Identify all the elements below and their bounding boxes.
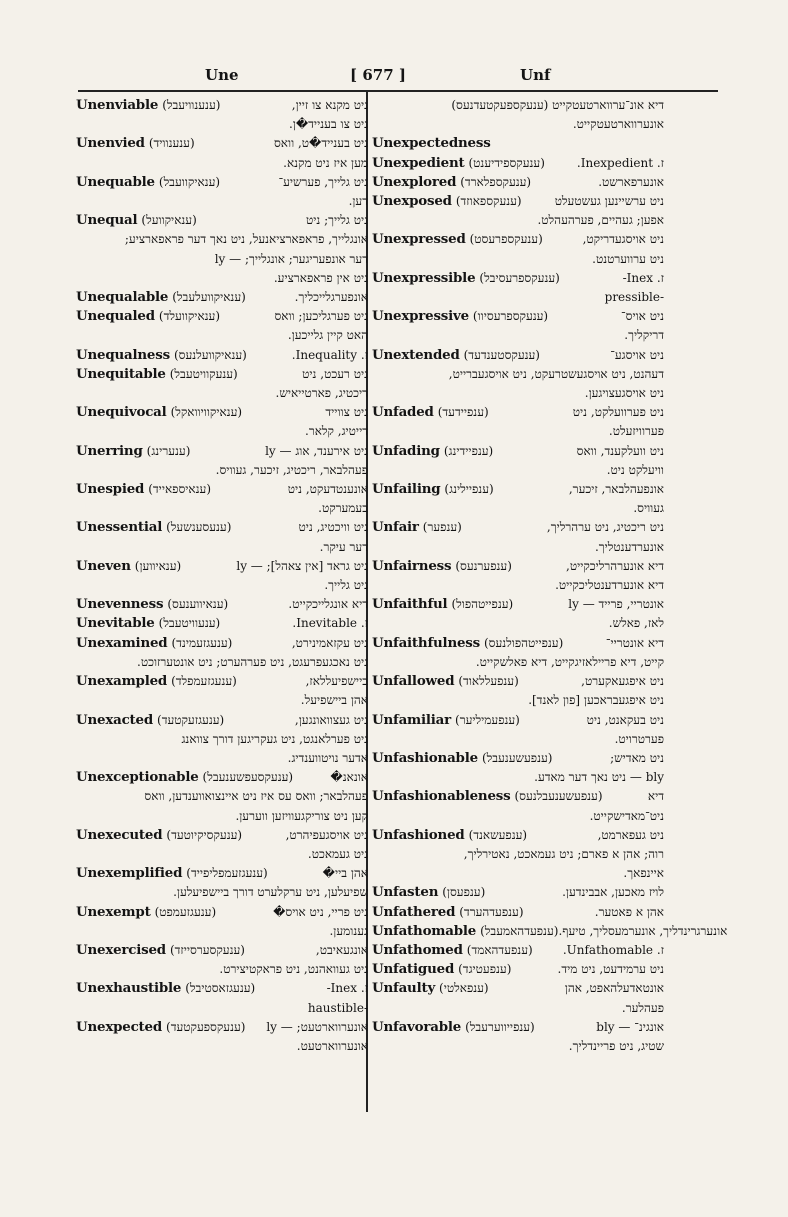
pronunciation: (ענפעטיגד) xyxy=(458,962,512,977)
dictionary-entry xyxy=(372,346,664,404)
definition-line: ניט ערשיינען געשטעלט xyxy=(554,194,664,209)
headword: Unexpressed xyxy=(372,231,466,248)
definition-line: פעהלבאר; וואס עס איז ניט איינצואווענדען, וואס xyxy=(144,789,368,804)
pronunciation: (ענאיקוועלנעס) xyxy=(173,347,247,362)
pronunciation: (ענאיקוועל) xyxy=(141,213,197,228)
pronunciation: (ענפייווערעבל) xyxy=(465,1019,535,1034)
headword: Unfavorable xyxy=(372,1018,462,1035)
dictionary-entry xyxy=(76,672,368,710)
dictionary-entry xyxy=(76,768,368,826)
headword: Unfashioned xyxy=(372,826,465,843)
definition-line: bly — ניט נאך דער מאדע. xyxy=(534,770,664,785)
definition-line: ניט ערמידעט, ניט מיד. xyxy=(557,962,664,977)
definition-line: דעהנט, ניט אויסגעשטרעקט, ניט אויסגעברייט, xyxy=(448,366,664,381)
definition-line: ניט געוואהנט, ניט פראקטיצירט. xyxy=(219,962,368,977)
definition-line: ריכטיג, פארטייאיש. xyxy=(275,386,368,401)
headword: Unequivocal xyxy=(76,404,167,421)
left-column xyxy=(76,96,368,1056)
definition-line: ניט אין פראפארציע. xyxy=(273,270,368,285)
headword: Unexplored xyxy=(372,173,457,190)
pronunciation: (ענפערנעס) xyxy=(455,558,512,573)
pronunciation: (ענעגזעמפליפייד) xyxy=(186,866,268,881)
definition-line: ניט גראד [אין צאהל]; — ly xyxy=(236,558,368,573)
headword: Unfasten xyxy=(372,884,439,901)
dictionary-entry xyxy=(76,442,368,480)
headword: Unequaled xyxy=(76,308,155,325)
definition-line: ניט צו בענייד�ן. xyxy=(288,117,368,132)
definition-line: ניט פערוועלקט, ניט xyxy=(572,405,664,420)
pronunciation: (ענאיקוועבל) xyxy=(158,174,221,189)
definition-line: ז. Unfathomable. xyxy=(562,942,664,957)
pronunciation: (ענעקספעקטעד) xyxy=(166,1019,246,1034)
headword: Unexamined xyxy=(76,634,168,651)
definition-line: ניט מאדיש; xyxy=(610,750,664,765)
pronunciation: (ענעקסטענדעד) xyxy=(463,347,540,362)
definition-line: דיא אונטריי־ xyxy=(605,635,664,650)
dictionary-entry xyxy=(372,634,664,672)
definition-line: פערטרויט. xyxy=(614,731,664,746)
definition-line: איינפאך. xyxy=(623,866,664,881)
dictionary-entry xyxy=(76,711,368,769)
headword: Unexampled xyxy=(76,673,168,690)
pronunciation: (ענפייטהפולנעס) xyxy=(483,635,564,650)
dictionary-entry xyxy=(76,346,368,365)
headword: Unenvied xyxy=(76,135,145,152)
definition-line: דען. xyxy=(348,194,368,209)
definition-line: דיא אונערדענטליכקייט. xyxy=(555,578,664,593)
pronunciation: (ענעקספלארד) xyxy=(460,174,532,189)
definition-line: ניט אויסגעדריקט, xyxy=(582,232,664,247)
headword: Unequitable xyxy=(76,365,166,382)
headword: Unequal xyxy=(76,212,138,229)
pronunciation: (ענעקספרעסט) xyxy=(469,232,543,247)
pronunciation: (ענפעדהאמעבל) xyxy=(480,923,559,938)
definition-line: האט קיין גלייכען. xyxy=(287,328,368,343)
definition-line: ניט ריכטיג, ניט ערהרליך, xyxy=(546,520,664,535)
dictionary-entry xyxy=(372,711,664,749)
headword: Unfaded xyxy=(372,404,434,421)
headword: Unerring xyxy=(76,442,143,459)
definition-line: ניט איפגעבראכען [פון לאנד]. xyxy=(528,693,664,708)
dictionary-entry xyxy=(372,941,664,960)
header-left-guideword: Une xyxy=(205,66,239,84)
definition-line: אונערווארטעטקייט. xyxy=(572,117,664,132)
headword: Unequalness xyxy=(76,346,170,363)
headword: Unenviable xyxy=(76,97,159,113)
definition-line: ז. Inexpedient. xyxy=(576,155,664,170)
pronunciation: (ענעקסערסייזד) xyxy=(169,942,245,957)
dictionary-entry xyxy=(372,518,664,556)
dictionary-entry xyxy=(372,883,664,902)
headword: Unevitable xyxy=(76,615,155,632)
definition-line: ניט אויסגע־ xyxy=(610,347,664,362)
definition-line: אונאנ� xyxy=(330,770,368,785)
definition-line: אונערגרינדליך, אונערמעסליך, טיעף. xyxy=(558,923,728,938)
dictionary-entry xyxy=(372,595,664,633)
dictionary-entry xyxy=(372,134,664,153)
dictionary-entry xyxy=(372,230,664,268)
dictionary-entry xyxy=(372,1018,664,1056)
pronunciation: (ענפער) xyxy=(422,520,462,535)
definition-line: -pressible xyxy=(604,290,664,305)
pronunciation: (ענאיווענעס) xyxy=(167,597,229,612)
definition-line: שפיעלען, ניט ערקלערט דורך ביישפיעלען. xyxy=(173,885,368,900)
headword: Unexacted xyxy=(76,711,154,728)
definition-line: ניט פריי, ניט אויס� xyxy=(273,904,368,919)
definition-line: אפען; געהיים, פערהעהלט. xyxy=(537,213,664,228)
headword: Unexpectedness xyxy=(372,135,491,152)
definition-line: ניט וועלקענד, וואס xyxy=(576,443,664,458)
pronunciation: (ענפעדהאמד) xyxy=(466,942,533,957)
definition-line: אונענטדעקט, ניט xyxy=(287,482,368,497)
definition-line: גענומען. xyxy=(329,923,368,938)
definition-line: געוויס. xyxy=(633,501,664,516)
definition-line: דער אונפעריגער; אונגלייך; — ly xyxy=(214,251,368,266)
definition-line: ניט נאכגעפרעגט, ניט פערהערט; ניט אונטערזוכט. xyxy=(137,654,368,669)
dictionary-entry xyxy=(372,96,664,134)
dictionary-entry xyxy=(372,960,664,979)
definition-line: פערוויזעלט. xyxy=(608,424,664,439)
headword: Unfaithfulness xyxy=(372,634,480,651)
dictionary-entry xyxy=(76,557,368,595)
headword: Unfashionable xyxy=(372,749,478,766)
pronunciation: (ענפעללאוד) xyxy=(458,674,519,689)
headword: Unfallowed xyxy=(372,673,455,690)
definition-line: לאז, פאלש. xyxy=(608,616,664,631)
pronunciation: (ענפעדהערד) xyxy=(459,904,524,919)
definition-line: ניט פערלאנגט, ניט געקריגען דורך צוואנג xyxy=(181,731,368,746)
header-rule xyxy=(78,90,718,92)
dictionary-entry xyxy=(372,403,664,441)
headword: Unexceptionable xyxy=(76,769,199,786)
headword: Unexpressive xyxy=(372,308,469,325)
headword: Unfathomable xyxy=(372,922,477,939)
headword: Unexecuted xyxy=(76,826,163,843)
definition-line: אונערדענטליך. xyxy=(594,539,664,554)
pronunciation: (ענפעשענעבל) xyxy=(481,750,553,765)
pronunciation: (ענפעשענעבלנעס) xyxy=(514,789,603,804)
pronunciation: (ענעסענשעל) xyxy=(166,520,232,535)
definition-line: ניט געפארמט, xyxy=(597,827,664,842)
dictionary-entry xyxy=(372,787,664,825)
headword: Unexpected xyxy=(76,1018,163,1035)
pronunciation: (ענאיספאייד) xyxy=(148,482,212,497)
pronunciation: (ענעקספרעסיוו) xyxy=(472,309,549,324)
pronunciation: (ענאיקוועלעבל) xyxy=(172,290,246,305)
definition-line: ניט פערגליכען; וואס xyxy=(274,309,368,324)
definition-line: דריקליך. xyxy=(624,328,664,343)
headword: Unexpressible xyxy=(372,269,476,286)
headword: Unevenness xyxy=(76,596,164,613)
pronunciation: (ענפעשאנד) xyxy=(468,827,528,842)
definition-line: ניט בענייד�ט, וואס xyxy=(273,136,368,151)
definition-line: רוה; אהן א פארם; ניט געמאכט, נאטירליך, xyxy=(463,846,664,861)
headword: Unexhaustible xyxy=(76,980,182,997)
definition-line: דיא xyxy=(647,789,664,804)
dictionary-entry xyxy=(76,173,368,211)
definition-line: אונגעאיבט, xyxy=(315,942,368,957)
definition-line: דער עיקר. xyxy=(319,539,368,554)
headword: Unfashionableness xyxy=(372,788,511,805)
definition-line: ניט גלייך; ניט xyxy=(305,213,368,228)
dictionary-entry xyxy=(372,922,728,941)
definition-line: שטיג, ניט פריינדליך. xyxy=(568,1038,664,1053)
pronunciation: (ענעוויטעבל) xyxy=(158,616,221,631)
definition-line: ניט גלייך. xyxy=(324,578,368,593)
pronunciation: (ענענוויעבל) xyxy=(162,98,221,112)
dictionary-entry xyxy=(76,903,368,941)
pronunciation: (ענערינג) xyxy=(146,443,191,458)
dictionary-entry xyxy=(372,826,664,884)
definition-line: דיא אונ־ערווארטעטקייט (ענעקספעקטעדנעס) xyxy=(451,98,664,112)
dictionary-entry xyxy=(76,634,368,672)
definition-line: אונטריי, פרייד — ly xyxy=(568,597,664,612)
dictionary-entry xyxy=(372,979,664,1017)
definition-line: דיא אונערהרליכקייט, xyxy=(566,558,664,573)
page-header xyxy=(80,66,715,88)
dictionary-entry xyxy=(76,595,368,614)
definition-line: וויעלקט ניט. xyxy=(606,462,664,477)
headword: Unequable xyxy=(76,173,155,190)
headword: Unespied xyxy=(76,481,145,498)
pronunciation: (ענפייטהפול) xyxy=(451,597,514,612)
definition-line: ביישפיעללאז, xyxy=(305,674,368,689)
definition-line: קען ניט צוריקגעוויזען ווערען. xyxy=(235,808,368,823)
pronunciation: (ענפעמיליער) xyxy=(455,712,520,727)
definition-line: אדער נויטווענדיג. xyxy=(287,750,368,765)
pronunciation: (ענעגזעמפלד) xyxy=(171,674,237,689)
pronunciation: (ענעגזעקטעד) xyxy=(157,712,225,727)
pronunciation: (ענפיילינג) xyxy=(444,482,494,497)
definition-line: אונגינ־ — bly xyxy=(596,1019,664,1034)
definition-line: ניט גלייך, פערשיע־ xyxy=(278,174,368,189)
dictionary-entry xyxy=(76,614,368,633)
headword: Unexempt xyxy=(76,903,151,920)
dictionary-entry xyxy=(372,154,664,173)
dictionary-entry xyxy=(76,288,368,307)
definition-line: ניט געמאכט. xyxy=(307,846,368,861)
headword: Unfading xyxy=(372,442,440,459)
dictionary-entry xyxy=(372,672,664,710)
headword: Uneven xyxy=(76,557,131,574)
headword: Unexemplified xyxy=(76,865,183,882)
definition-line: לויז מאכען, אבבינדען. xyxy=(562,885,664,900)
dictionary-entry xyxy=(372,903,664,922)
definition-line: ניט איפגעאקערט, xyxy=(581,674,664,689)
pronunciation: (ענעגזאסטיבל) xyxy=(185,981,256,996)
definition-line: אונטאדעלהאפט, אהן xyxy=(564,981,664,996)
definition-line: ניט געצוואונגען, xyxy=(294,712,368,727)
definition-line: ניט עקזאמינירט, xyxy=(291,635,368,650)
dictionary-entry xyxy=(76,480,368,518)
pronunciation: (ענפיידעד) xyxy=(437,405,489,420)
definition-line: ניט בעקאנט, ניט xyxy=(586,712,664,727)
definition-line: מען איז ניט מקנא. xyxy=(283,155,368,170)
dictionary-entry xyxy=(76,864,368,902)
headword: Unexercised xyxy=(76,941,166,958)
dictionary-entry xyxy=(76,96,368,134)
pronunciation: (ענפיידינג) xyxy=(443,443,494,458)
definition-line: אונפערגלייכליך. xyxy=(294,290,368,305)
definition-line: אונגלייך, פראפארציאנעל, ניט נאך דער פראפארציע; xyxy=(124,232,368,247)
definition-line: אהן ביי� xyxy=(322,866,368,881)
definition-line: ניט צווייד xyxy=(325,405,368,420)
definition-line: אונפעהלבאר, זיכער, xyxy=(568,482,664,497)
definition-line: ז. Inex- xyxy=(326,981,368,996)
dictionary-entry xyxy=(76,365,368,403)
pronunciation: (ענעקוויטעבל) xyxy=(169,366,238,381)
page-number: [ 677 ] xyxy=(350,66,406,84)
definition-line: פעהלבאר, ריכטיג, זיכער, געוויס. xyxy=(215,462,368,477)
dictionary-entry xyxy=(76,134,368,172)
dictionary-entry xyxy=(76,307,368,345)
pronunciation: (ענעגזעמפט) xyxy=(154,904,217,919)
definition-line: ז. Inevitable. xyxy=(292,616,368,631)
dictionary-entry xyxy=(76,941,368,979)
pronunciation: (ענאיקוועלד) xyxy=(158,309,221,324)
pronunciation: (ענענוויד) xyxy=(148,136,195,151)
definition-line: ניט אויסגעצויגען. xyxy=(584,386,664,401)
definition-line: דייטיג, קלאר. xyxy=(305,424,368,439)
pronunciation: (ענאיווען) xyxy=(134,558,182,573)
headword: Unfair xyxy=(372,519,419,536)
pronunciation: (ענעקספאוזד) xyxy=(455,194,522,209)
headword: Unfailing xyxy=(372,481,441,498)
definition-line: -haustible xyxy=(307,1000,368,1015)
definition-line: ניט מקנא צו זיין, xyxy=(291,98,368,112)
dictionary-entry xyxy=(372,480,664,518)
definition-line: ז. Inex- xyxy=(622,270,664,285)
definition-line: ניט ערווערטנט. xyxy=(592,251,664,266)
pronunciation: (ענעקספרעסיבל) xyxy=(479,270,560,285)
definition-line: ניט רעכט, ניט xyxy=(302,366,368,381)
pronunciation: (ענעקספידיענט) xyxy=(468,155,545,170)
dictionary-entry xyxy=(76,979,368,1017)
headword: Unfathered xyxy=(372,903,456,920)
definition-line: ניט אויס־ xyxy=(621,309,664,324)
headword: Unequalable xyxy=(76,289,169,306)
definition-line: דיא אונגלייכקייט. xyxy=(288,597,368,612)
dictionary-entry xyxy=(372,557,664,595)
headword: Unfaithful xyxy=(372,596,448,613)
dictionary-entry xyxy=(372,307,664,345)
dictionary-entry xyxy=(76,826,368,864)
headword: Unessential xyxy=(76,519,163,536)
definition-line: ניט־מאדישקייט. xyxy=(589,808,664,823)
headword: Unfatigued xyxy=(372,961,455,978)
definition-line: קייט, דיא פריילאזיגקייט, דיא פאלשקייט. xyxy=(475,654,664,669)
definition-line: פעהלער. xyxy=(621,1000,664,1015)
dictionary-entry xyxy=(76,403,368,441)
header-right-guideword: Unf xyxy=(520,66,551,84)
headword: Unfairness xyxy=(372,557,452,574)
pronunciation: (ענעקסעפשענעבל) xyxy=(202,770,294,785)
dictionary-entry xyxy=(372,269,664,307)
right-column xyxy=(372,96,728,1056)
dictionary-entry xyxy=(76,1018,368,1056)
definition-line: ניט אויסגעפיהרט, xyxy=(285,827,368,842)
dictionary-entry xyxy=(372,192,664,230)
headword: Unextended xyxy=(372,346,460,363)
definition-line: ניט אירענד, אוג — ly xyxy=(265,443,368,458)
headword: Unfamiliar xyxy=(372,711,452,728)
headword: Unexposed xyxy=(372,193,452,210)
headword: Unfaulty xyxy=(372,980,436,997)
dictionary-entry xyxy=(372,749,664,787)
pronunciation: (ענפעסן) xyxy=(442,885,486,900)
definition-line: אונערווארטעט; — ly xyxy=(266,1019,368,1034)
definition-line: אהן א פאטער. xyxy=(594,904,664,919)
definition-line: ז. Inequality. xyxy=(291,347,368,362)
headword: Unfathomed xyxy=(372,941,463,958)
definition-line: אונערפארשט. xyxy=(598,174,664,189)
headword: Unexpedient xyxy=(372,154,465,171)
dictionary-entry xyxy=(76,211,368,288)
pronunciation: (ענפאלטי) xyxy=(439,981,489,996)
definition-line: ניט וויכטיג, ניט xyxy=(298,520,368,535)
definition-line: אונערווארטעט. xyxy=(296,1038,368,1053)
definition-line: אהן ביישפיעל. xyxy=(300,693,368,708)
dictionary-entry xyxy=(76,518,368,556)
pronunciation: (ענעקסיקיוטעד) xyxy=(166,827,243,842)
pronunciation: (ענאיקוויוואקל) xyxy=(170,405,243,420)
dictionary-entry xyxy=(372,442,664,480)
pronunciation: (ענעגזעמינד) xyxy=(171,635,233,650)
dictionary-entry xyxy=(372,173,664,192)
definition-line: בעמערקט. xyxy=(318,501,368,516)
